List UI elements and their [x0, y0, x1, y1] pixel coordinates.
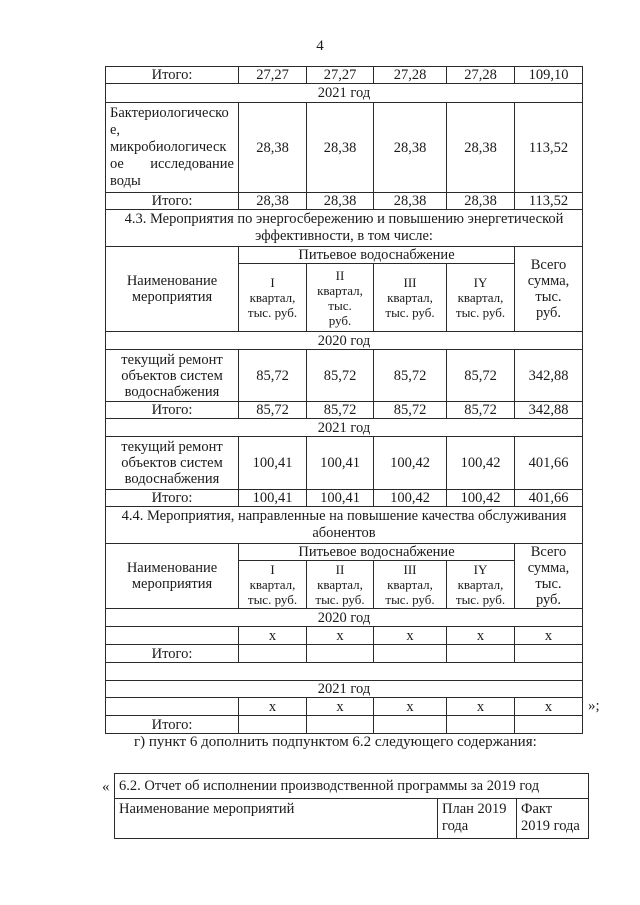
header-line: Всего: [530, 544, 567, 560]
header-line: руб.: [535, 305, 562, 321]
section-title-4-3: 4.3. Мероприятия по энергосбережению и повышению энергетической эффективности, в том числе:: [106, 210, 583, 247]
value-cell: 100,42: [447, 437, 515, 490]
value-cell: 85,72: [374, 350, 447, 402]
value-cell: 113,52: [515, 193, 583, 210]
value-cell: 27,28: [447, 67, 515, 84]
col-header-total: [515, 247, 583, 332]
total-label: Итого:: [106, 645, 239, 663]
value-cell: 342,88: [515, 350, 583, 402]
value-cell: x: [374, 627, 447, 645]
header-line: I: [270, 275, 275, 290]
value-cell: x: [307, 698, 374, 716]
value-cell: 100,42: [447, 490, 515, 507]
col-header-fact: [517, 799, 589, 839]
value-cell: [374, 716, 447, 734]
value-cell: x: [239, 627, 307, 645]
value-cell: 100,42: [374, 490, 447, 507]
opening-quote-mark: «: [102, 779, 110, 795]
table-row: [115, 799, 589, 839]
table-row: [106, 84, 583, 103]
col-header-group: Питьевое водоснабжение: [239, 544, 515, 561]
header-line: тыс.: [535, 289, 562, 305]
value-cell: [239, 716, 307, 734]
activity-name: [106, 103, 239, 193]
col-header-q3: [374, 264, 447, 332]
header-line: квартал,: [457, 577, 504, 592]
header-line: Наименование: [126, 560, 218, 576]
table-row: [106, 332, 583, 350]
value-cell: x: [307, 627, 374, 645]
value-cell: 113,52: [515, 103, 583, 193]
header-line: руб.: [328, 312, 352, 328]
header-line: Наименование: [126, 273, 218, 289]
value-cell: [447, 645, 515, 663]
value-cell: 85,72: [307, 350, 374, 402]
name-line: текущий ремонт: [121, 439, 223, 455]
name-line: объектов систем: [121, 455, 223, 471]
total-label: Итого:: [106, 193, 239, 210]
header-line: сумма,: [527, 273, 570, 289]
header-line: квартал,: [387, 290, 433, 305]
year-row: 2021 год: [106, 84, 583, 103]
total-label: Итого:: [106, 716, 239, 734]
value-cell: [374, 645, 447, 663]
value-cell: x: [515, 627, 583, 645]
header-line: квартал,: [249, 577, 296, 592]
header-line: тыс. руб.: [455, 305, 506, 320]
value-cell: 401,66: [515, 490, 583, 507]
total-label: Итого:: [106, 67, 239, 84]
header-line: I: [270, 562, 275, 577]
table-row: [106, 103, 583, 193]
report-title: 6.2. Отчет об исполнении производственной программы за 2019 год: [115, 774, 589, 799]
value-cell: 85,72: [307, 402, 374, 419]
table-row: [106, 247, 583, 264]
table-row: [106, 627, 583, 645]
name-line: текущий ремонт: [121, 351, 223, 368]
value-cell: x: [515, 698, 583, 716]
col-header-q4: [447, 561, 515, 609]
table-row: [106, 437, 583, 490]
empty-row: [106, 663, 583, 681]
activity-name: [106, 698, 239, 716]
value-cell: [447, 716, 515, 734]
value-cell: x: [239, 698, 307, 716]
col-header-q2: [307, 264, 374, 332]
value-cell: [307, 645, 374, 663]
header-line: квартал,: [249, 290, 296, 305]
header-line: III: [403, 275, 417, 290]
header-line: квартал,: [317, 577, 363, 592]
name-line: ое исследование: [110, 156, 234, 172]
value-cell: 100,42: [374, 437, 447, 490]
total-label: Итого:: [106, 490, 239, 507]
value-cell: 28,38: [239, 193, 307, 210]
header-line: II: [335, 562, 345, 577]
activity-name: [106, 350, 239, 402]
header-line: Факт: [521, 801, 553, 817]
closing-quote-mark: »;: [588, 698, 600, 714]
header-line: руб.: [535, 592, 562, 608]
value-cell: x: [447, 698, 515, 716]
table-row: [106, 681, 583, 698]
name-line: объектов систем: [121, 367, 223, 384]
year-row: 2020 год: [106, 609, 583, 627]
name-line: Бактериологическо: [110, 105, 229, 121]
value-cell: 27,28: [374, 67, 447, 84]
header-line: тыс. руб.: [247, 305, 298, 320]
col-header-name: [106, 247, 239, 332]
table-row: [106, 67, 583, 84]
table-row: [106, 490, 583, 507]
name-line: водоснабжения: [124, 383, 220, 400]
col-header-plan: [438, 799, 517, 839]
page-number: 4: [316, 38, 324, 54]
table-row: [106, 210, 583, 247]
value-cell: 85,72: [239, 350, 307, 402]
header-line: III: [403, 562, 417, 577]
value-cell: 28,38: [307, 193, 374, 210]
value-cell: x: [447, 627, 515, 645]
table-row: [106, 645, 583, 663]
value-cell: x: [374, 698, 447, 716]
value-cell: 28,38: [239, 103, 307, 193]
value-cell: 109,10: [515, 67, 583, 84]
amendment-paragraph: г) пункт 6 дополнить подпунктом 6.2 следующего содержания:: [134, 734, 537, 750]
header-line: тыс. руб.: [315, 592, 365, 607]
value-cell: 27,27: [239, 67, 307, 84]
header-line: тыс.: [535, 576, 562, 592]
header-line: План 2019: [442, 801, 507, 817]
header-line: тыс. руб.: [385, 592, 435, 607]
header-line: тыс. руб.: [247, 592, 298, 607]
section-title-4-4: 4.4. Мероприятия, направленные на повышение качества обслуживания абонентов: [106, 507, 583, 544]
value-cell: 100,41: [307, 490, 374, 507]
report-table: [114, 773, 589, 839]
total-label: Итого:: [106, 402, 239, 419]
header-line: тыс. руб.: [385, 305, 435, 320]
value-cell: 28,38: [447, 193, 515, 210]
header-line: 2019 года: [521, 818, 580, 834]
value-cell: 100,41: [239, 437, 307, 490]
table-row: [106, 419, 583, 437]
header-line: мероприятия: [131, 576, 213, 592]
value-cell: 28,38: [374, 103, 447, 193]
value-cell: [239, 645, 307, 663]
col-header-q1: [239, 561, 307, 609]
header-line: сумма,: [527, 560, 570, 576]
col-header-name: [106, 544, 239, 609]
value-cell: 28,38: [374, 193, 447, 210]
table-row: [106, 609, 583, 627]
header-line: тыс.: [328, 297, 352, 313]
value-cell: 401,66: [515, 437, 583, 490]
name-line: е,: [110, 122, 121, 138]
header-line: IY: [473, 275, 488, 290]
table-row: [106, 698, 583, 716]
header-line: IY: [473, 562, 488, 577]
header-line: квартал,: [387, 577, 433, 592]
value-cell: 85,72: [447, 402, 515, 419]
value-cell: 85,72: [239, 402, 307, 419]
year-row: 2021 год: [106, 419, 583, 437]
header-line: квартал,: [317, 282, 363, 298]
name-line: микробиологическ: [110, 139, 227, 155]
table-row: [106, 544, 583, 561]
col-header-q1: [239, 264, 307, 332]
value-cell: 28,38: [447, 103, 515, 193]
table-row: [106, 716, 583, 734]
col-header-total: [515, 544, 583, 609]
table-row: [115, 774, 589, 799]
value-cell: 85,72: [374, 402, 447, 419]
table-row: [106, 663, 583, 681]
header-line: II: [335, 267, 345, 283]
col-header-activity: Наименование мероприятий: [115, 799, 438, 839]
value-cell: 85,72: [447, 350, 515, 402]
activity-name: [106, 627, 239, 645]
col-header-group: Питьевое водоснабжение: [239, 247, 515, 264]
table-row: [106, 402, 583, 419]
investment-table: [105, 66, 583, 734]
header-line: Всего: [530, 257, 567, 273]
col-header-q3: [374, 561, 447, 609]
value-cell: 100,41: [239, 490, 307, 507]
name-line: воды: [110, 173, 141, 189]
table-row: [106, 193, 583, 210]
value-cell: [515, 716, 583, 734]
year-row: 2020 год: [106, 332, 583, 350]
header-line: мероприятия: [131, 289, 213, 305]
header-line: квартал,: [457, 290, 504, 305]
activity-name: [106, 437, 239, 490]
value-cell: 100,41: [307, 437, 374, 490]
name-line: водоснабжения: [124, 471, 220, 487]
col-header-q2: [307, 561, 374, 609]
value-cell: [515, 645, 583, 663]
col-header-q4: [447, 264, 515, 332]
value-cell: 342,88: [515, 402, 583, 419]
value-cell: [307, 716, 374, 734]
table-row: [106, 350, 583, 402]
header-line: года: [442, 818, 469, 834]
value-cell: 27,27: [307, 67, 374, 84]
header-line: тыс. руб.: [455, 592, 506, 607]
value-cell: 28,38: [307, 103, 374, 193]
year-row: 2021 год: [106, 681, 583, 698]
table-row: [106, 507, 583, 544]
